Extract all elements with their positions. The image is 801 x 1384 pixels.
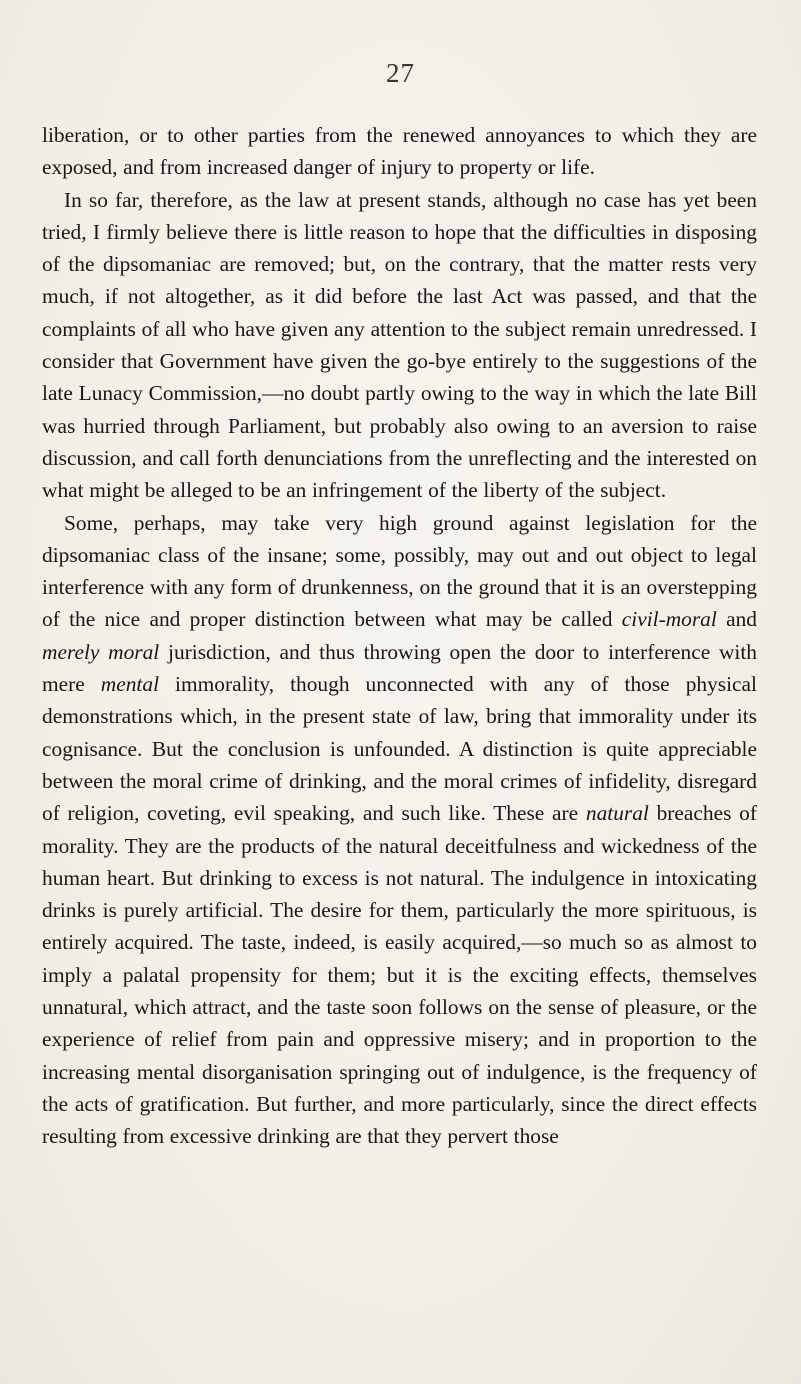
italic-term-natural: natural — [585, 801, 649, 826]
italic-term-civil-moral: civil-moral — [621, 607, 717, 632]
paragraph-3 — [42, 507, 757, 1153]
paragraph-1: liberation, or to other parties from the renewed annoyances to which they are exposed, and from increased danger of injury to property or life. — [42, 123, 757, 180]
text-segment: Some, perhaps, may take very high ground against legislation for the dipsomaniac class of the insane; some, possibly, may out and out object to legal interference with any form of drunkenness, on the ground that it is an overstepping of the nice and proper distinction between what may be called — [42, 510, 757, 632]
text-segment: and — [716, 607, 757, 632]
text-segment: breaches of morality. They are the products of the natural deceitfulness and wickedness of the human heart. But drinking to excess is not natural. The indulgence in intoxicating drinks is purely artificial. The desire for them, particularly the more spirituous, is entirely acquired. The taste, indeed, is easily acquired,—so much so as almost to imply a palatal propensity for them; but it is the exciting effects, themselves unnatural, which attract, and the taste soon follows on the sense of pleasure, or the experience of relief from pain and oppressive misery; and in proportion to the increasing mental disorganisation springing out of indulgence, is the frequency of the acts of gratification. But further, and more particularly, since the direct effects resulting from excessive drinking are that they pervert those — [42, 801, 757, 1149]
italic-term-mental: mental — [100, 672, 160, 697]
paragraph-2: In so far, therefore, as the law at present stands, although no case has yet been tried, I firmly believe there is little reason to hope that the difficulties in disposing of the dipsomaniac are removed; but, on the contrary, that the matter rests very much, if not altogether, as it did before the last Act was passed, and that the complaints of all who have given any attention to the subject remain unredressed. I consider that Government have given the go-bye entirely to the suggestions of the late Lunacy Commission,—no doubt partly owing to the way in which the late Bill was hurried through Parliament, but probably also owing to an aversion to raise discussion, and call forth denunciations from the unreflecting and the interested on what might be alleged to be an infringement of the liberty of the subject. — [42, 187, 757, 503]
text-segment: immorality, though unconnected with any of those physical demonstrations which, in the present state of law, bring that immorality under its cognisance. But the conclusion is unfounded. A distinction is quite appreciable between the moral crime of drinking, and the moral crimes of infidelity, disregard of religion, coveting, evil speaking, and such like. These are — [42, 672, 757, 826]
italic-term-merely-moral: merely moral — [42, 639, 160, 664]
text-segment: jurisdiction, and thus throwing open the door to interference with mere — [42, 639, 757, 697]
page-number: 27 — [386, 58, 415, 88]
body-text — [42, 119, 757, 1153]
